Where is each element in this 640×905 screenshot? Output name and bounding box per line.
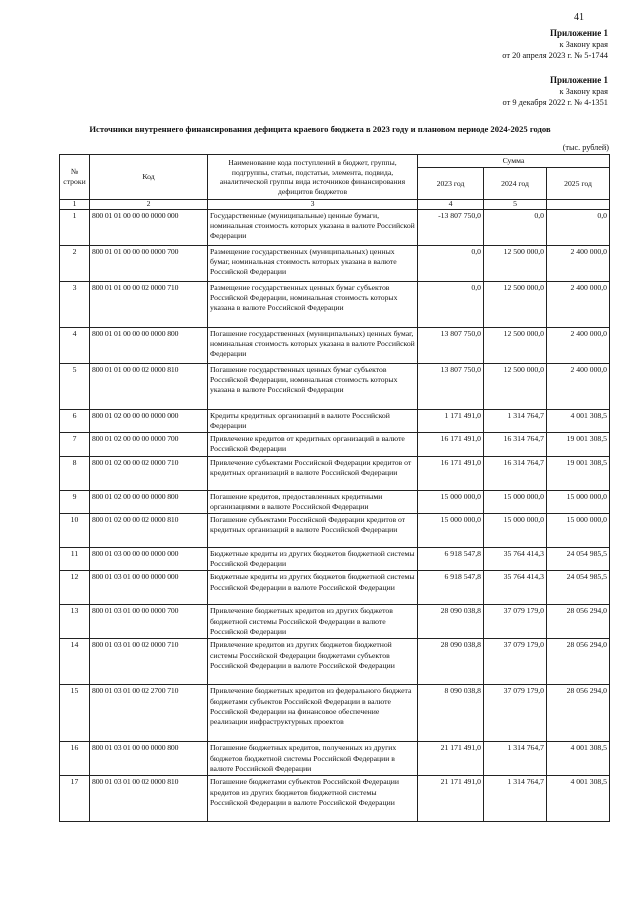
row-amount-2024: 37 079 179,0 [484,639,547,685]
row-name: Бюджетные кредиты из других бюджетов бюджетной системы Российской Федерации в валюте Российской Федерации [208,571,418,605]
row-number: 3 [60,281,90,327]
row-amount-2025: 2 400 000,0 [547,327,610,363]
row-amount-2023: 16 171 491,0 [418,433,484,456]
row-code: 800 01 03 00 00 00 0000 000 [90,547,208,570]
row-code: 800 01 01 00 00 02 0000 710 [90,281,208,327]
row-amount-2025: 4 001 308,5 [547,776,610,822]
row-amount-2024: 0,0 [484,209,547,245]
row-amount-2023: 15 000 000,0 [418,490,484,513]
row-code: 800 01 03 01 00 02 2700 710 [90,685,208,742]
appendix-new-title: Приложение 1 [549,28,608,38]
row-amount-2024: 12 500 000,0 [484,245,547,281]
row-code: 800 01 01 00 00 00 0000 000 [90,209,208,245]
row-amount-2024: 37 079 179,0 [484,605,547,639]
row-code: 800 01 03 01 00 02 0000 710 [90,639,208,685]
row-amount-2025: 28 056 294,0 [547,639,610,685]
appendix-old-title: Приложение 1 [549,75,608,85]
row-code: 800 01 01 00 00 00 0000 700 [90,245,208,281]
row-amount-2025: 2 400 000,0 [547,245,610,281]
table-row [60,456,610,490]
header-year-2025: 2025 год [547,168,610,200]
row-number: 6 [60,409,90,432]
row-amount-2023: 0,0 [418,281,484,327]
row-name: Кредиты кредитных организаций в валюте Российской Федерации [208,409,418,432]
row-amount-2025: 15 000 000,0 [547,490,610,513]
row-amount-2024: 16 314 764,7 [484,456,547,490]
row-number: 10 [60,513,90,547]
page-number: 41 [574,12,584,23]
row-amount-2023: 13 807 750,0 [418,327,484,363]
header-code: Код [90,155,208,200]
financing-table [59,154,610,822]
row-number: 13 [60,605,90,639]
row-name: Привлечение кредитов из других бюджетов бюджетной системы Российской Федерации бюджетами субъектов Российской Федерации в валюте Российской Федерации [208,639,418,685]
row-amount-2024: 37 079 179,0 [484,685,547,742]
row-name: Привлечение бюджетных кредитов из федерального бюджета бюджетами субъектов Российской Федерации в валюте Российской Федерации на финансовое обеспечение реализации инфраструктурных проектов [208,685,418,742]
row-amount-2023: 1 171 491,0 [418,409,484,432]
row-amount-2024: 1 314 764,7 [484,742,547,776]
row-amount-2024: 16 314 764,7 [484,433,547,456]
row-code: 800 01 03 01 00 02 0000 810 [90,776,208,822]
table-row [60,281,610,327]
table-row [60,490,610,513]
table-body [60,209,610,822]
row-code: 800 01 03 01 00 00 0000 700 [90,605,208,639]
units-label: (тыс. рублей) [562,143,609,152]
row-amount-2023: 28 090 038,8 [418,605,484,639]
row-amount-2024: 12 500 000,0 [484,363,547,409]
row-name: Погашение кредитов, предоставленных кредитными организациями в валюте Российской Федерации [208,490,418,513]
table-row [60,776,610,822]
row-name: Погашение бюджетами субъектов Российской Федерации кредитов из других бюджетов бюджетной системы Российской Федерации в валюте Российской Федерации [208,776,418,822]
table-row [60,327,610,363]
row-number: 5 [60,363,90,409]
table-row [60,547,610,570]
row-amount-2023: 16 171 491,0 [418,456,484,490]
row-amount-2023: 0,0 [418,245,484,281]
row-amount-2025: 4 001 308,5 [547,742,610,776]
row-name: Погашение государственных ценных бумаг субъектов Российской Федерации, номинальная стоимость которых указана в валюте Российской Федерации [208,363,418,409]
row-number: 16 [60,742,90,776]
row-number: 8 [60,456,90,490]
row-amount-2023: 6 918 547,8 [418,571,484,605]
column-index: 5 [484,200,547,210]
row-number: 4 [60,327,90,363]
row-amount-2024: 35 764 414,3 [484,547,547,570]
row-amount-2023: 6 918 547,8 [418,547,484,570]
row-amount-2025: 24 054 985,5 [547,571,610,605]
table-row [60,513,610,547]
row-amount-2025: 19 001 308,5 [547,433,610,456]
row-amount-2023: 21 171 491,0 [418,776,484,822]
row-amount-2023: 15 000 000,0 [418,513,484,547]
row-amount-2025: 2 400 000,0 [547,363,610,409]
table-row [60,209,610,245]
row-number: 12 [60,571,90,605]
row-amount-2024: 12 500 000,0 [484,327,547,363]
table-row [60,639,610,685]
table-row [60,742,610,776]
row-name: Погашение субъектами Российской Федерации кредитов от кредитных организаций в валюте Российской Федерации [208,513,418,547]
column-index: 1 [60,200,90,210]
row-code: 800 01 02 00 00 00 0000 000 [90,409,208,432]
table-row [60,433,610,456]
appendix-old-line1: к Закону края [559,87,608,96]
row-code: 800 01 03 01 00 00 0000 800 [90,742,208,776]
row-name: Размещение государственных (муниципальных) ценных бумаг, номинальная стоимость которых указана в валюте Российской Федерации [208,245,418,281]
appendix-new [502,28,608,61]
row-name: Привлечение кредитов от кредитных организаций в валюте Российской Федерации [208,433,418,456]
row-name: Бюджетные кредиты из других бюджетов бюджетной системы Российской Федерации [208,547,418,570]
row-number: 15 [60,685,90,742]
row-code: 800 01 02 00 00 02 0000 810 [90,513,208,547]
row-code: 800 01 02 00 00 00 0000 700 [90,433,208,456]
row-amount-2025: 19 001 308,5 [547,456,610,490]
appendix-old [503,75,608,108]
row-code: 800 01 01 00 00 02 0000 810 [90,363,208,409]
column-index: 3 [208,200,418,210]
header-sum: Сумма [418,155,610,168]
table-row [60,685,610,742]
row-number: 11 [60,547,90,570]
row-name: Погашение бюджетных кредитов, полученных из других бюджетов бюджетной системы Российской Федерации в валюте Российской Федерации [208,742,418,776]
row-code: 800 01 02 00 00 02 0000 710 [90,456,208,490]
row-name: Государственные (муниципальные) ценные бумаги, номинальная стоимость которых указана в валюте Российской Федерации [208,209,418,245]
row-number: 9 [60,490,90,513]
row-amount-2023: -13 807 750,0 [418,209,484,245]
header-row-number: № строки [60,155,90,200]
appendix-old-line2: от 9 декабря 2022 г. № 4-1351 [502,98,608,107]
row-amount-2025: 4 001 308,5 [547,409,610,432]
row-amount-2024: 12 500 000,0 [484,281,547,327]
row-amount-2025: 0,0 [547,209,610,245]
row-amount-2025: 15 000 000,0 [547,513,610,547]
table-row [60,605,610,639]
column-index [547,200,610,210]
row-amount-2023: 28 090 038,8 [418,639,484,685]
row-number: 17 [60,776,90,822]
row-amount-2025: 2 400 000,0 [547,281,610,327]
row-name: Привлечение бюджетных кредитов из других бюджетов бюджетной системы Российской Федерации в валюте Российской Федерации [208,605,418,639]
row-amount-2025: 28 056 294,0 [547,685,610,742]
row-amount-2024: 1 314 764,7 [484,776,547,822]
row-amount-2023: 8 090 038,8 [418,685,484,742]
header-year-2024: 2024 год [484,168,547,200]
column-index: 2 [90,200,208,210]
row-amount-2023: 13 807 750,0 [418,363,484,409]
row-amount-2023: 21 171 491,0 [418,742,484,776]
appendix-new-line2: от 20 апреля 2023 г. № 5-1744 [502,51,608,60]
table-row [60,571,610,605]
document-title: Источники внутреннего финансирования дефицита краевого бюджета в 2023 году и плановом периоде 2024-2025 годов [89,124,551,134]
row-code: 800 01 03 01 00 00 0000 000 [90,571,208,605]
row-number: 1 [60,209,90,245]
appendix-new-line1: к Закону края [559,40,608,49]
row-name: Погашение государственных (муниципальных) ценных бумаг, номинальная стоимость которых указана в валюте Российской Федерации [208,327,418,363]
row-amount-2024: 15 000 000,0 [484,490,547,513]
row-code: 800 01 01 00 00 00 0000 800 [90,327,208,363]
header-year-2023: 2023 год [418,168,484,200]
header-name: Наименование кода поступлений в бюджет, группы, подгруппы, статьи, подстатьи, элемента, подвида, аналитической группы вида источников финансирования дефицитов бюджетов [208,155,418,200]
row-number: 14 [60,639,90,685]
row-amount-2024: 35 764 414,3 [484,571,547,605]
row-number: 7 [60,433,90,456]
column-index: 4 [418,200,484,210]
table-row [60,245,610,281]
row-amount-2024: 15 000 000,0 [484,513,547,547]
row-name: Привлечение субъектами Российской Федерации кредитов от кредитных организаций в валюте Российской Федерации [208,456,418,490]
table-row [60,409,610,432]
row-name: Размещение государственных ценных бумаг субъектов Российской Федерации, номинальная стоимость которых указана в валюте Российской Федерации [208,281,418,327]
row-amount-2025: 24 054 985,5 [547,547,610,570]
row-number: 2 [60,245,90,281]
row-amount-2025: 28 056 294,0 [547,605,610,639]
row-amount-2024: 1 314 764,7 [484,409,547,432]
table-row [60,363,610,409]
row-code: 800 01 02 00 00 00 0000 800 [90,490,208,513]
